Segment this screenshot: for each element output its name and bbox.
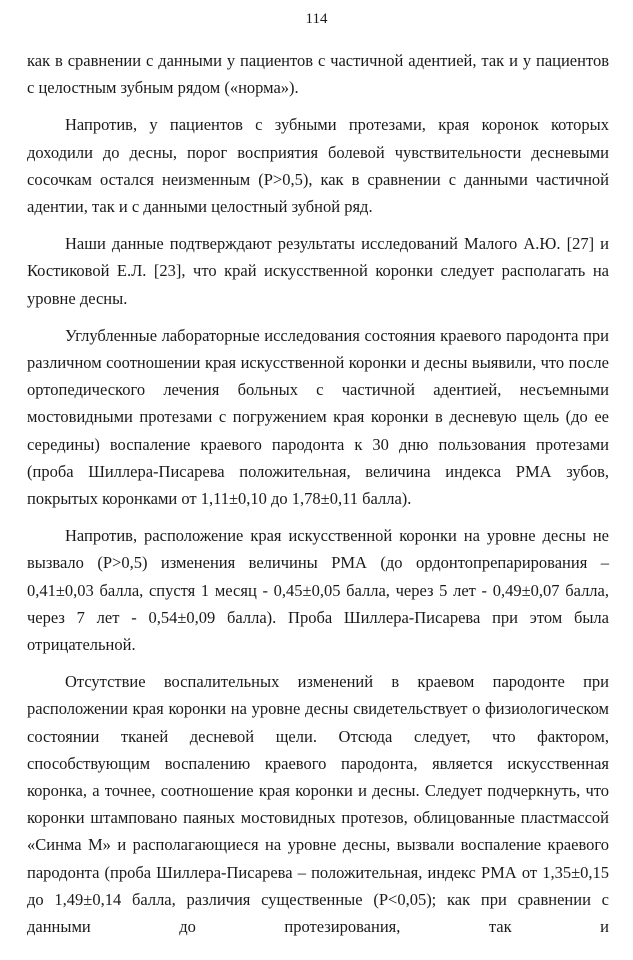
paragraph-3: Наши данные подтверждают результаты исследований Малого А.Ю. [27] и Костиковой Е.Л. [23], что край искусственной коронки следует располагать на уровне десны.	[27, 234, 609, 308]
paragraph-1: как в сравнении с данными у пациентов с частичной адентией, так и у пациентов с целостным зубным рядом («норма»).	[27, 51, 609, 98]
paragraph-6: Отсутствие воспалительных изменений в краевом пародонте при расположении края коронки на уровне десны свидетельствует о физиологическом состоянии тканей десневой щели. Отсюда следует, что фактором, способствующим воспалению краевого пародонта, является искусственная коронка, а точнее, соотношение края коронки и десны. Следует подчеркнуть, что коронки штамповано паяных мостовидных протезов, облицованные пластмассой «Синма М» и располагающиеся на уровне десны, вызвали воспаление краевого пародонта (проба Шиллера-Писарева – положительная, индекс РМА от 1,35±0,15 до 1,49±0,14 балла, различия существенные (Р<0,05); как при сравнении с данными до протезирования, так и	[27, 672, 609, 937]
page-body	[27, 47, 609, 940]
paragraph-2: Напротив, у пациентов с зубными протезами, края коронок которых доходили до десны, порог восприятия болевой чувствительности десневыми сосочкам остался неизменным (Р>0,5), как в сравнении с данными частичной адентии, так и с данными целостный зубной ряд.	[27, 115, 609, 217]
page-number: 114	[305, 11, 328, 27]
paragraph-4: Углубленные лабораторные исследования состояния краевого пародонта при различном соотношении края искусственной коронки и десны выявили, что после ортопедического лечения больных с частичной адентией, несъемными мостовидными протезами с погружением края коронки в десневую щель (до ее середины) воспаление краевого пародонта к 30 дню пользования протезами (проба Шиллера-Писарева положительная, величина индекса РМА зубов, покрытых коронками от 1,11±0,10 до 1,78±0,11 балла).	[27, 325, 609, 509]
paragraph-5: Напротив, расположение края искусственной коронки на уровне десны не вызвало (Р>0,5) изменения величины РМА (до ордонтопрепарирования – 0,41±0,03 балла, спустя 1 месяц - 0,45±0,05 балла, через 5 лет - 0,49±0,07 балла, через 7 лет - 0,54±0,09 балла). Проба Шиллера-Писарева при этом была отрицательной.	[27, 526, 609, 655]
